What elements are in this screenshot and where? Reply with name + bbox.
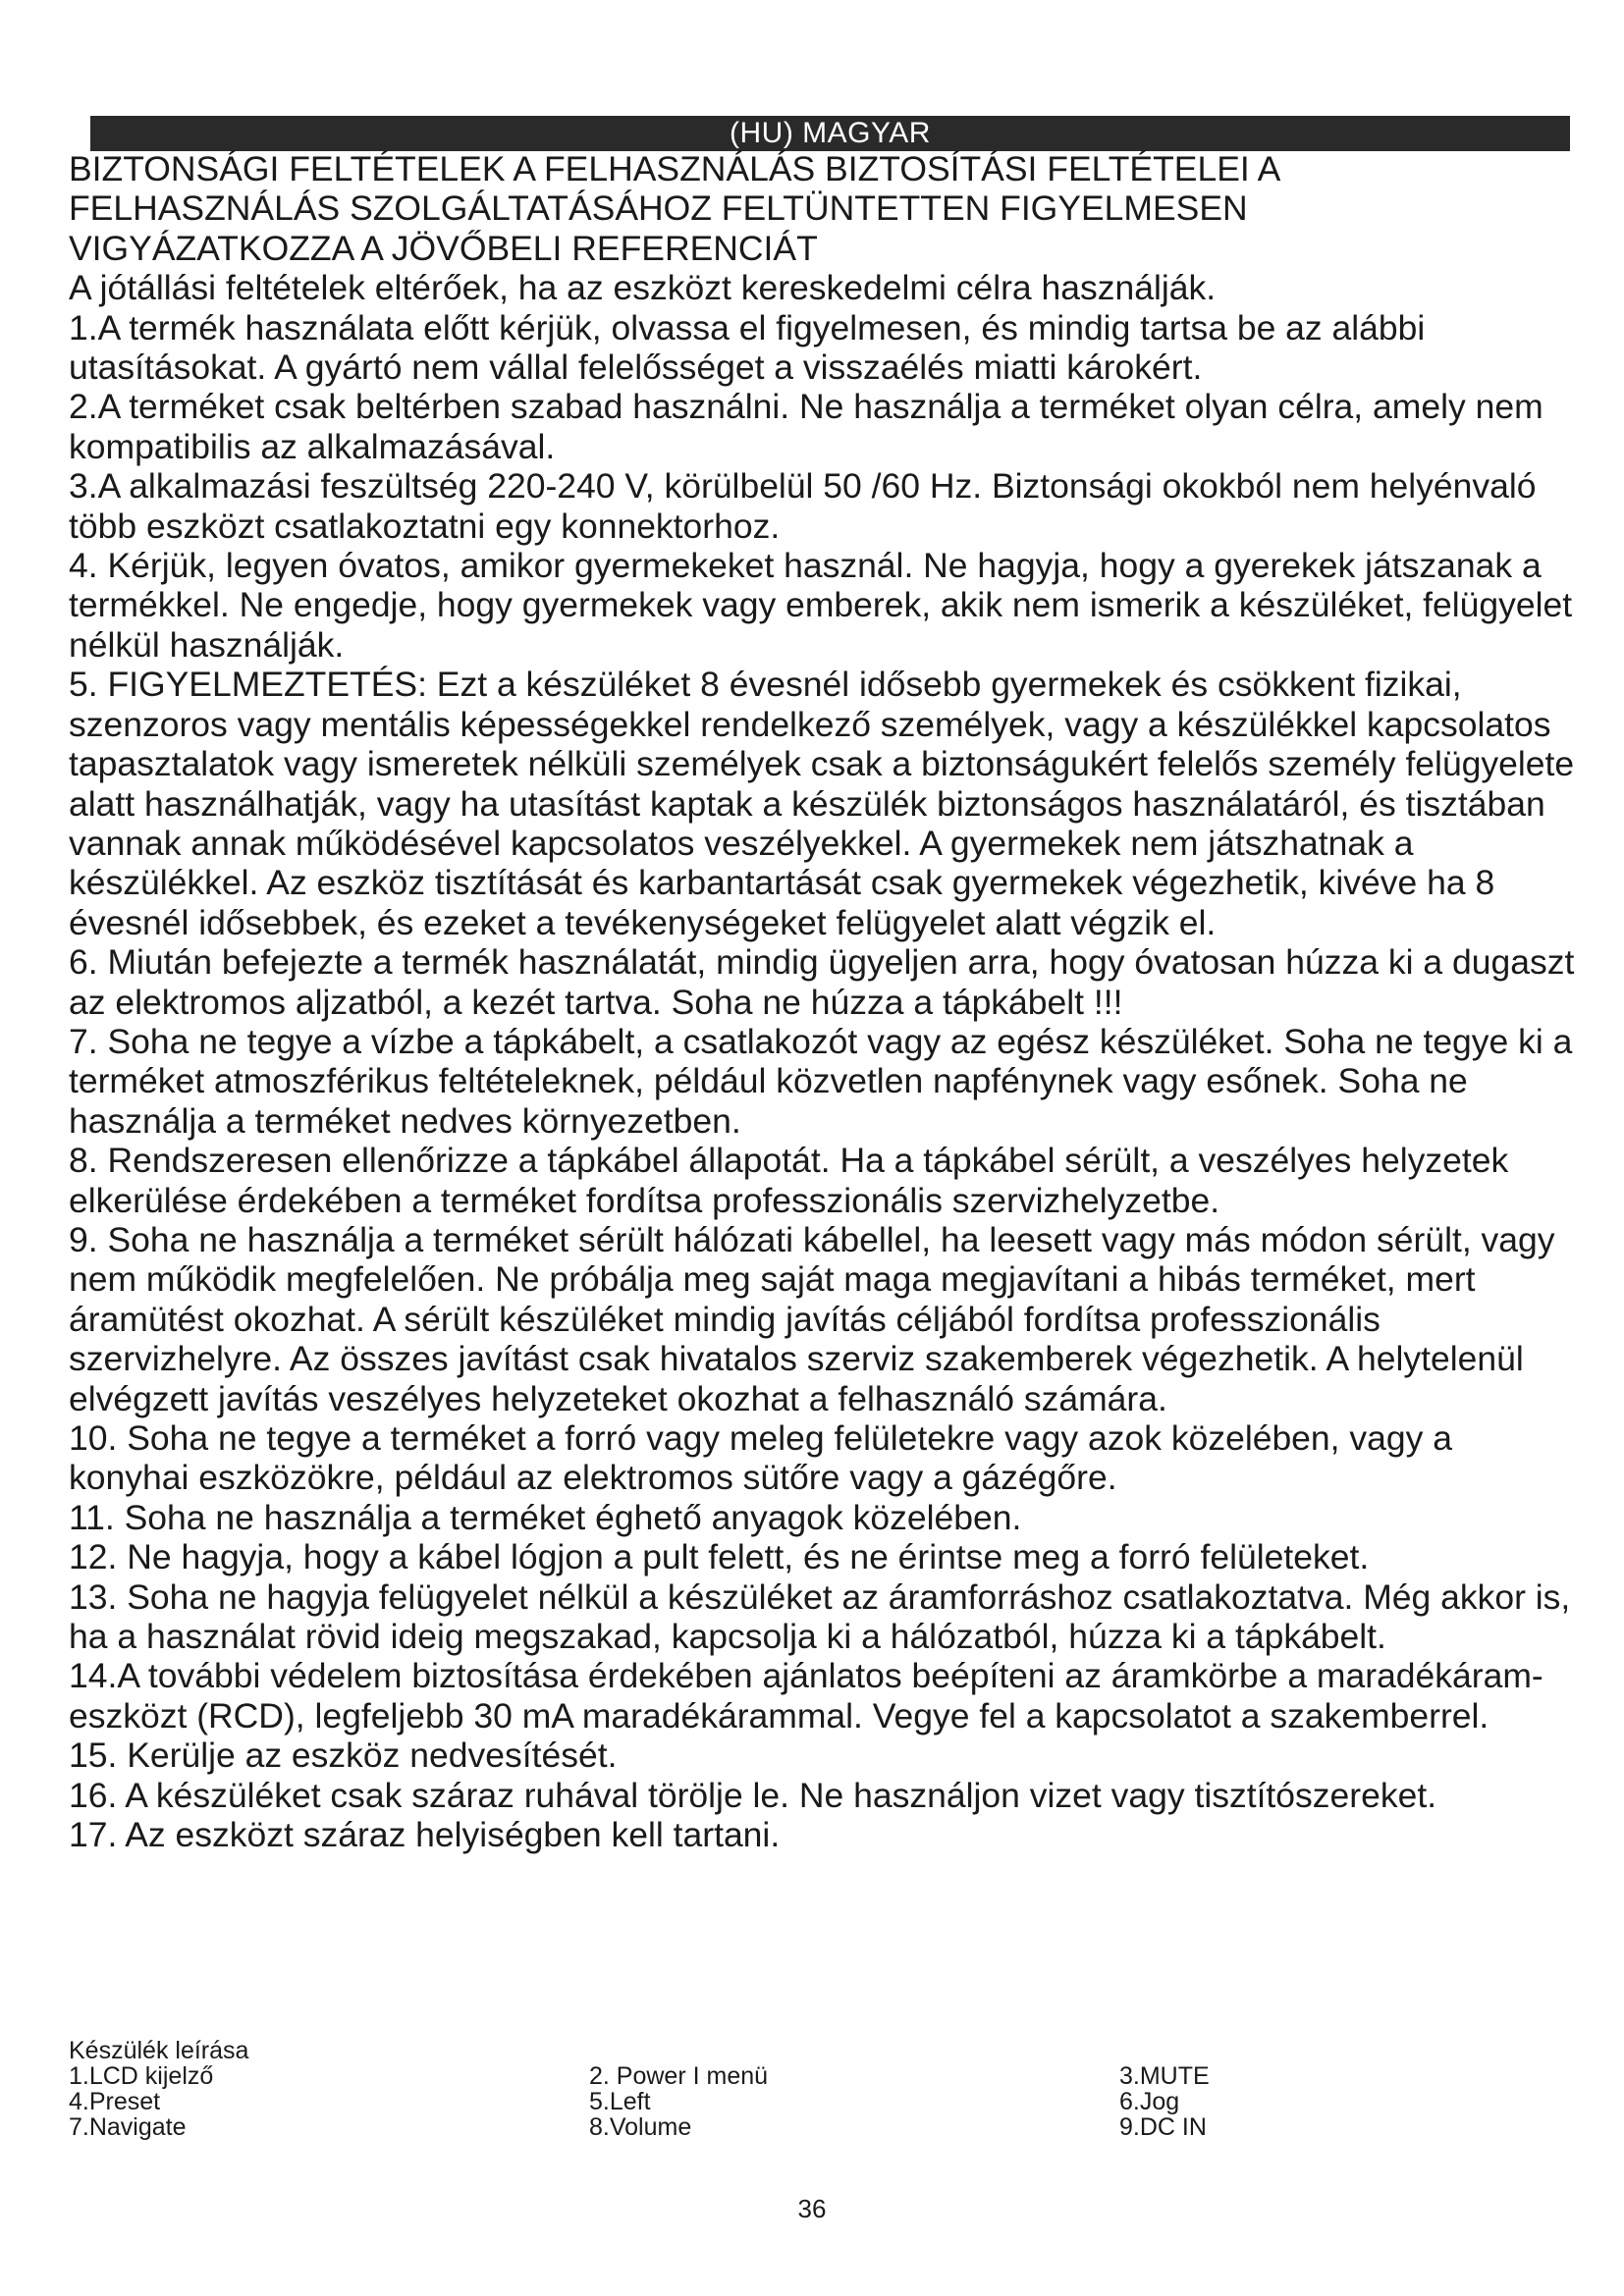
safety-instructions: [69, 149, 1581, 1854]
instruction-4: 4. Kérjük, legyen óvatos, amikor gyermekeket használ. Ne hagyja, hogy a gyerekek játszanak a termékkel. Ne engedje, hogy gyermekek vagy emberek, akik nem ismerik a készüléket, felügyelet nélkül használják.: [69, 546, 1573, 665]
intro-text: A jótállási feltételek eltérőek, ha az eszközt kereskedelmi célra használják.: [69, 268, 1217, 308]
instruction-1: 1.A termék használata előtt kérjük, olvassa el figyelmesen, és mindig tartsa be az alábbi utasításokat. A gyártó nem vállal felelősséget a visszaélés miatti károkért.: [69, 307, 1426, 388]
page-number: 36: [797, 2194, 827, 2223]
title-line-1: BIZTONSÁGI FELTÉTELEK A FELHASZNÁLÁS BIZTOSÍTÁSI FELTÉTELEI A: [69, 149, 1281, 188]
device-part-item: 4.Preset: [69, 2088, 161, 2115]
title-line-3: VIGYÁZATKOZZA A JÖVŐBELI REFERENCIÁT: [69, 228, 818, 268]
device-part-item: 7.Navigate: [69, 2113, 187, 2141]
instruction-9: 9. Soha ne használja a terméket sérült hálózati kábellel, ha leesett vagy más módon sérült, vagy nem működik megfelelően. Ne próbálja meg saját maga megjavítani a hibás terméket, mert áramütést okozhat. A sérült készüléket mindig javítás céljából fordítsa professzionális szervizhelyre. Az összes javítást csak hivatalos szerviz szakemberek végezhetik. A helytelenül elvégzett javítás veszélyes helyzeteket okozhat a felhasználó számára.: [69, 1219, 1555, 1418]
instruction-10: 10. Soha ne tegye a terméket a forró vagy meleg felületekre vagy azok közelében, vagy a konyhai eszközökre, például az elektromos sütőre vagy a gázégőre.: [69, 1418, 1452, 1498]
instruction-5: 5. FIGYELMEZTETÉS: Ezt a készüléket 8 évesnél idősebb gyermekek és csökkent fizikai, szenzoros vagy mentális képességekkel rendelkező személyek, vagy a készülékkel kapcsolatos tapasztalatok vagy ismeretek nélküli személyek csak a biztonságukért felelős személy felügyelete alatt használhatják, vagy ha utasítást kaptak a készülék biztonságos használatáról, és tisztában vannak annak működésével kapcsolatos veszélyekkel. A gyermekek nem játszhatnak a készülékkel. Az eszköz tisztítását és karbantartását csak gyermekek végezhetik, kivéve ha 8 évesnél idősebbek, és ezeket a tevékenységeket felügyelet alatt végzik el.: [69, 665, 1575, 942]
title-line-2: FELHASZNÁLÁS SZOLGÁLTATÁSÁHOZ FELTÜNTETTEN FIGYELMESEN: [69, 188, 1248, 229]
device-part-item: 5.Left: [589, 2088, 651, 2115]
device-description: [69, 2038, 1345, 2140]
instruction-6: 6. Miután befejezte a termék használatát, mindig ügyeljen arra, hogy óvatosan húzza ki a dugaszt az elektromos aljzatból, a kezét tartva. Soha ne húzza a tápkábelt !!!: [69, 942, 1575, 1022]
instruction-11: 11. Soha ne használja a terméket éghető anyagok közelében.: [69, 1497, 1022, 1537]
instruction-12: 12. Ne hagyja, hogy a kábel lógjon a pult felett, és ne érintse meg a forró felületeket.: [69, 1537, 1370, 1577]
device-part-item: 9.DC IN: [1119, 2113, 1207, 2141]
instruction-15: 15. Kerülje az eszköz nedvesítését.: [69, 1735, 618, 1776]
instruction-8: 8. Rendszeresen ellenőrizze a tápkábel állapotát. Ha a tápkábel sérült, a veszélyes helyzetek elkerülése érdekében a terméket fordítsa professzionális szervizhelyzetbe.: [69, 1141, 1509, 1220]
language-header-bar: [90, 116, 1570, 151]
device-part-item: 3.MUTE: [1119, 2062, 1210, 2090]
instruction-7: 7. Soha ne tegye a vízbe a tápkábelt, a csatlakozót vagy az egész készüléket. Soha ne tegye ki a terméket atmoszférikus feltételeknek, például közvetlen napfénynek vagy esőnek. Soha ne használja a terméket nedves környezetben.: [69, 1021, 1573, 1141]
device-part-item: 8.Volume: [589, 2113, 692, 2141]
instruction-14: 14.A további védelem biztosítása érdekében ajánlatos beépíteni az áramkörbe a maradékáram-eszközt (RCD), legfeljebb 30 mA maradékárammal. Vegye fel a kapcsolatot a szakemberrel.: [69, 1656, 1543, 1735]
language-label: (HU) MAGYAR: [730, 117, 931, 149]
instruction-17: 17. Az eszközt száraz helyiségben kell tartani.: [69, 1815, 781, 1855]
instruction-3: 3.A alkalmazási feszültség 220-240 V, körülbelül 50 /60 Hz. Biztonsági okokból nem helyénvaló több eszközt csatlakoztatni egy konnektorhoz.: [69, 466, 1537, 546]
device-part-item: 2. Power I menü: [589, 2062, 769, 2090]
device-part-item: 1.LCD kijelző: [69, 2062, 214, 2090]
instruction-13: 13. Soha ne hagyja felügyelet nélkül a készüléket az áramforráshoz csatlakoztatva. Még akkor is, ha a használat rövid ideig megszakad, kapcsolja ki a hálózatból, húzza ki a tápkábelt.: [69, 1576, 1571, 1657]
device-parts-grid: [69, 2063, 1345, 2140]
instruction-2: 2.A terméket csak beltérben szabad használni. Ne használja a terméket olyan célra, amely nem kompatibilis az alkalmazásával.: [69, 387, 1543, 466]
device-description-title: Készülék leírása: [69, 2037, 249, 2064]
instruction-16: 16. A készüléket csak száraz ruhával törölje le. Ne használjon vizet vagy tisztítószereket.: [69, 1775, 1437, 1815]
device-part-item: 6.Jog: [1119, 2088, 1180, 2115]
